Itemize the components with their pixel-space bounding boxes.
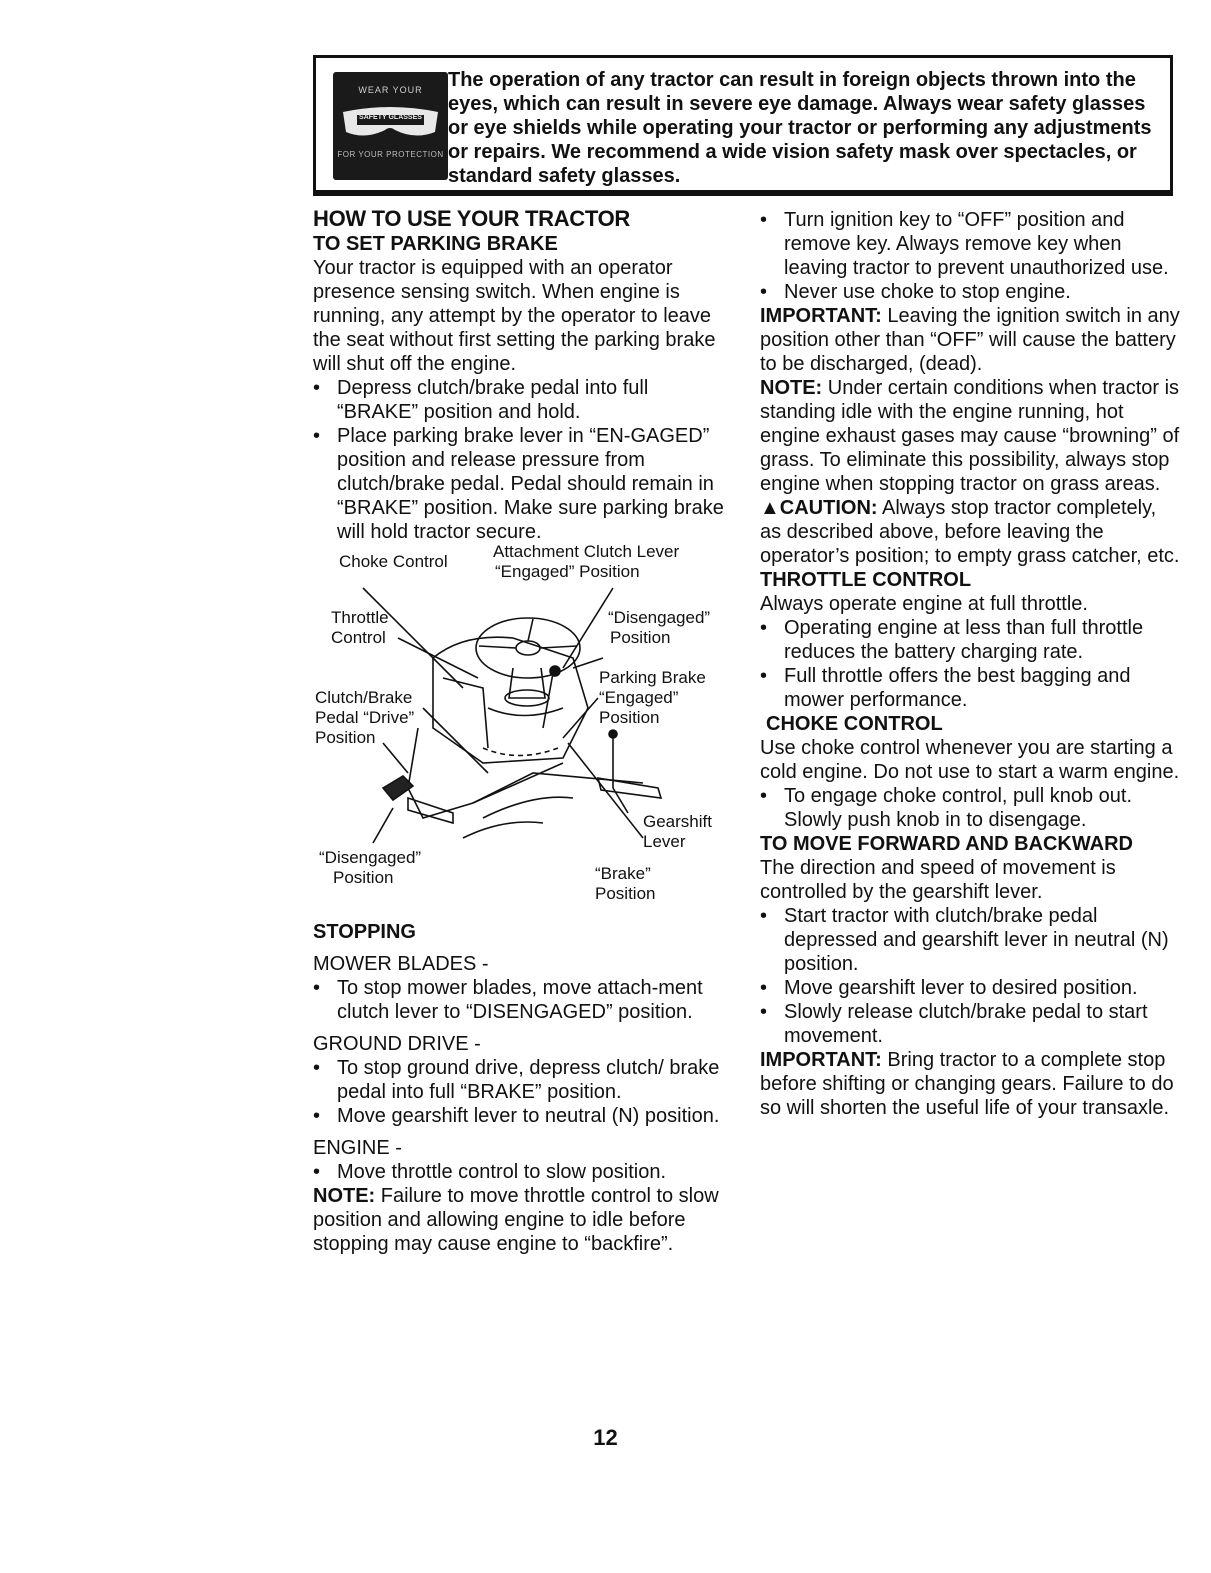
label-disengaged-top: “Disengaged” xyxy=(608,608,711,627)
label-brake: “Brake” xyxy=(595,864,651,883)
caution-label-text: CAUTION: xyxy=(779,497,878,519)
label-parking-position: Position xyxy=(599,708,660,727)
label-attachment-engaged: “Engaged” Position xyxy=(495,562,640,581)
page-number: 12 xyxy=(593,1425,618,1450)
left-column xyxy=(313,205,733,1256)
note-label: NOTE: xyxy=(313,1185,376,1207)
stopping-heading: STOPPING xyxy=(313,921,416,943)
list-item: • Move gearshift lever to desired position. xyxy=(760,976,1180,1000)
parking-brake-heading: TO SET PARKING BRAKE xyxy=(313,233,558,255)
list-item: • To stop ground drive, depress clutch/ brake pedal into full “BRAKE” position. xyxy=(313,1056,733,1104)
note-text: Under certain conditions when tractor is standing idle with the engine running, hot engine exhaust gases may cause “browning” of grass. To eliminate this possibility, always stop engine when stopping tractor on grass areas. xyxy=(760,377,1180,495)
label-throttle: Throttle xyxy=(331,608,389,627)
list-item: • Operating engine at less than full throttle reduces the battery charging rate. xyxy=(760,616,1180,664)
label-parking-brake: Parking Brake xyxy=(599,668,706,687)
list-item: • Full throttle offers the best bagging and mower performance. xyxy=(760,664,1180,712)
important-note-2 xyxy=(760,1048,1180,1120)
label-disengaged-top-position: Position xyxy=(610,628,671,647)
label-choke-control: Choke Control xyxy=(339,552,448,571)
list-item: • To engage choke control, pull knob out. Slowly push knob in to disengage. xyxy=(760,784,1180,832)
note-label: NOTE: xyxy=(760,377,823,399)
list-item: • Slowly release clutch/brake pedal to start movement. xyxy=(760,1000,1180,1048)
move-intro: The direction and speed of movement is controlled by the gearshift lever. xyxy=(760,857,1116,903)
label-gearshift-lever: Lever xyxy=(643,832,686,851)
list-item: • Move throttle control to slow position. xyxy=(313,1160,733,1184)
list-item: • Depress clutch/brake pedal into full “BRAKE” position and hold. xyxy=(313,376,733,424)
engine-label: ENGINE - xyxy=(313,1137,402,1159)
caution-note xyxy=(760,496,1180,568)
safety-glasses-icon xyxy=(333,72,448,180)
section-title: HOW TO USE YOUR TRACTOR xyxy=(313,206,631,231)
parking-intro: Your tractor is equipped with an operator presence sensing switch. When engine is running, any attempt by the operator to leave the seat without first setting the parking brake will shut off the engine. xyxy=(313,257,716,375)
label-clutch-brake: Clutch/Brake xyxy=(315,688,413,707)
caution-triangle-icon: ▲ xyxy=(760,497,780,519)
caution-text: Always stop tractor completely, as described above, before leaving the operator’s position; to empty grass catcher, etc. xyxy=(760,497,1180,567)
important-label: IMPORTANT: xyxy=(760,305,882,327)
list-item: • Move gearshift lever to neutral (N) position. xyxy=(313,1104,733,1128)
label-disengaged-bottom-position: Position xyxy=(333,868,394,887)
label-throttle-control: Control xyxy=(331,628,386,647)
icon-top-text: WEAR YOUR xyxy=(358,85,423,95)
right-column xyxy=(760,208,1180,1120)
list-item: • Never use choke to stop engine. xyxy=(760,280,1180,304)
tractor-controls-diagram xyxy=(313,542,733,920)
browning-note xyxy=(760,376,1180,496)
label-brake-position: Position xyxy=(595,884,656,903)
list-item: • Place parking brake lever in “EN-GAGED” position and release pressure from clutch/brake pedal. Pedal should remain in “BRAKE” position. Make sure parking brake will hold tractor secure. xyxy=(313,424,733,544)
throttle-intro: Always operate engine at full throttle. xyxy=(760,593,1088,615)
important-note xyxy=(760,304,1180,376)
ground-drive-label: GROUND DRIVE - xyxy=(313,1033,481,1055)
important-text: Leaving the ignition switch in any position other than “OFF” will cause the battery to be discharged, (dead). xyxy=(760,305,1180,375)
label-disengaged-bottom: “Disengaged” xyxy=(319,848,422,867)
important-label: IMPORTANT: xyxy=(760,1049,882,1071)
icon-bottom-text: FOR YOUR PROTECTION xyxy=(337,150,444,159)
label-parking-engaged: “Engaged” xyxy=(599,688,679,707)
list-item: • Turn ignition key to “OFF” position and remove key. Always remove key when leaving tractor to prevent unauthorized use. xyxy=(760,208,1180,280)
engine-note xyxy=(313,1184,733,1256)
important-text: Bring tractor to a complete stop before shifting or changing gears. Failure to do so will shorten the useful life of your transaxle. xyxy=(760,1049,1174,1119)
label-clutch-pedal-drive: Pedal “Drive” xyxy=(315,708,415,727)
mower-blades-label: MOWER BLADES - xyxy=(313,953,489,975)
move-heading: TO MOVE FORWARD AND BACKWARD xyxy=(760,833,1133,855)
label-attachment-clutch: Attachment Clutch Lever xyxy=(493,542,680,561)
list-item: • Start tractor with clutch/brake pedal depressed and gearshift lever in neutral (N) position. xyxy=(760,904,1180,976)
label-gearshift: Gearshift xyxy=(643,812,712,831)
caution-label xyxy=(760,497,878,519)
list-item: • To stop mower blades, move attach-ment clutch lever to “DISENGAGED” position. xyxy=(313,976,733,1024)
label-clutch-position: Position xyxy=(315,728,376,747)
choke-control-heading: CHOKE CONTROL xyxy=(766,713,943,735)
note-text: Failure to move throttle control to slow position and allowing engine to idle before stopping may cause engine to “backfire”. xyxy=(313,1185,719,1255)
safety-warning-box xyxy=(313,55,1173,196)
throttle-control-heading: THROTTLE CONTROL xyxy=(760,569,972,591)
icon-badge-text: SAFETY GLASSES xyxy=(359,114,422,121)
warning-text: The operation of any tractor can result in foreign objects thrown into the eyes, which can result in severe eye damage. Always wear safety glasses or eye shields while operating your tractor or performing any adjustments or repairs. We recommend a wide vision safety mask over spectacles, or standard safety glasses. xyxy=(448,69,1152,187)
choke-intro: Use choke control whenever you are starting a cold engine. Do not use to start a warm engine. xyxy=(760,737,1180,783)
